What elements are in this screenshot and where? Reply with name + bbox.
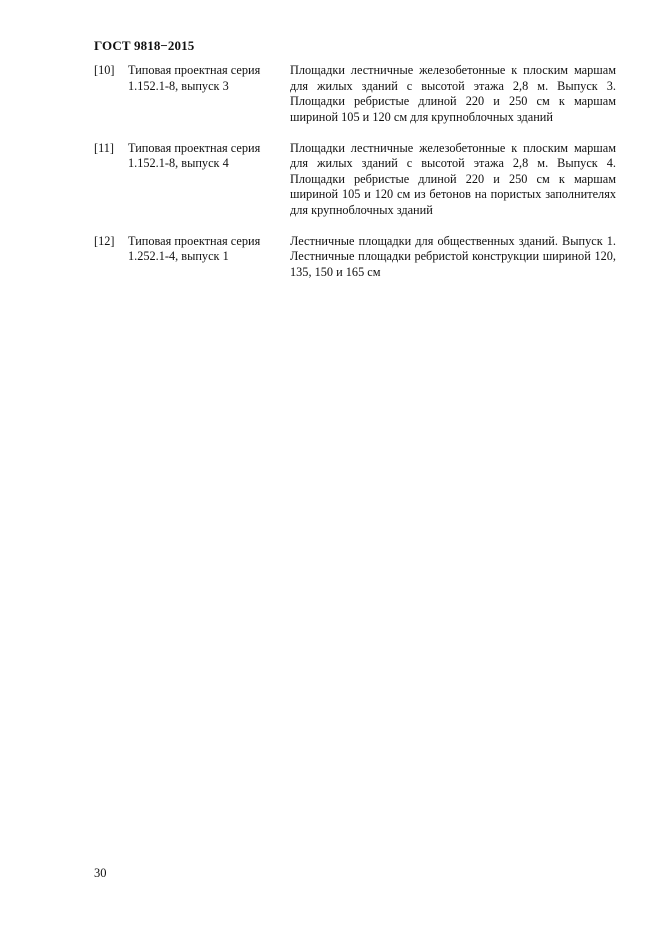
- reference-entry-10: [94, 63, 616, 125]
- reference-description: Лестничные площадки для общественных зданий. Выпуск 1. Лестничные площадки ребристой конструкции шириной 120, 135, 150 и 165 см: [290, 233, 616, 279]
- reference-entry-12: [94, 234, 616, 281]
- reference-series: Типовая проектная серия 1.152.1-8, выпуск 4: [128, 140, 261, 170]
- reference-number: [10]: [94, 63, 115, 77]
- bibliography-list: [94, 63, 616, 296]
- reference-description: Площадки лестничные железобетонные к плоским маршам для жилых зданий с высотой этажа 2,8 м. Выпуск 3. Площадки ребристые длиной 220 и 250 см к маршам шириной 105 и 120 см для крупноблочных зданий: [290, 63, 616, 124]
- reference-series: Типовая проектная серия 1.252.1-4, выпуск 1: [128, 233, 261, 263]
- reference-description: Площадки лестничные железобетонные к плоским маршам для жилых зданий с высотой этажа 2,8 м. Выпуск 4. Площадки ребристые длиной 220 и 250 см к маршам шириной 105 и 120 см из бетонов на пористых заполнителях для крупноблочных зданий: [290, 140, 616, 217]
- page-number: 30: [94, 866, 107, 880]
- reference-entry-11: [94, 141, 616, 219]
- document-header: ГОСТ 9818−2015: [94, 38, 195, 53]
- reference-number: [11]: [94, 140, 115, 155]
- reference-number: [12]: [94, 233, 115, 248]
- reference-series: Типовая проектная серия 1.152.1-8, выпуск 3: [128, 63, 261, 93]
